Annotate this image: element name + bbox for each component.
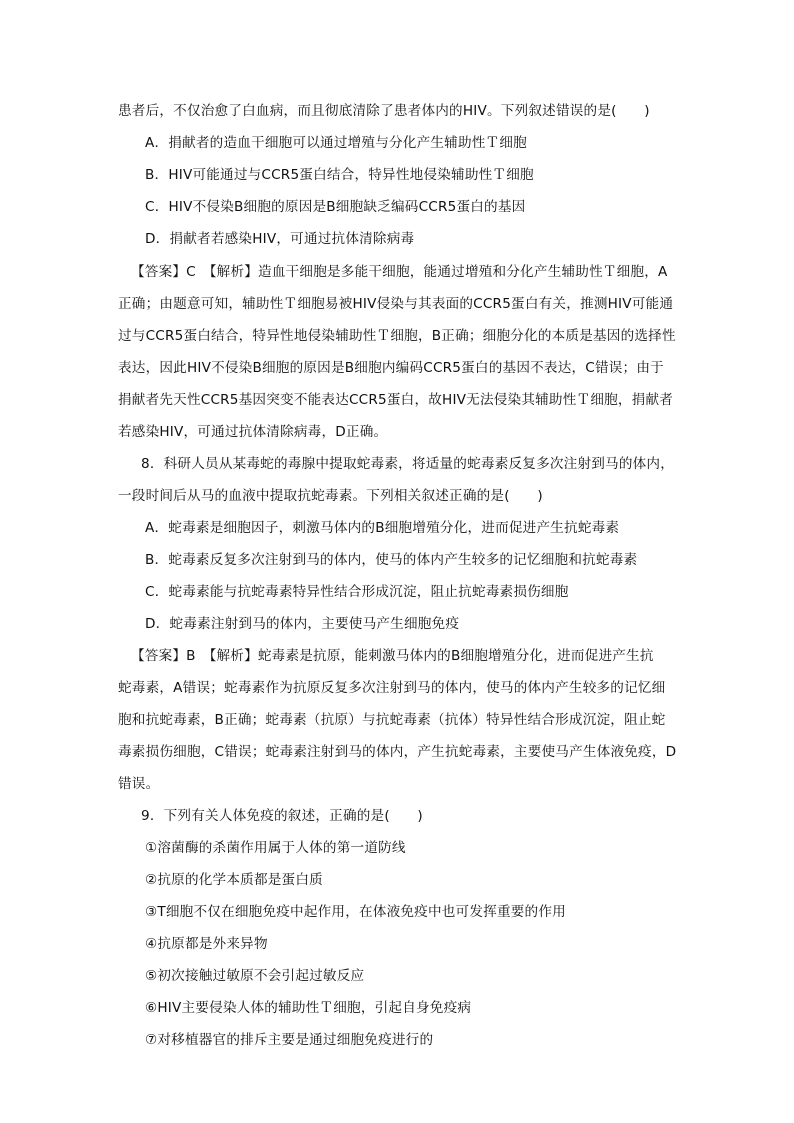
answer-7-line-2: 正确；由题意可知，辅助性Ｔ细胞易被HIV侵染与其表面的CCR5蛋白有关，推测HIV可能通	[118, 296, 674, 312]
option-8d: D．蛇毒素注射到马的体内，主要使马产生细胞免疫	[145, 616, 460, 632]
option-8b: B．蛇毒素反复多次注射到马的体内，使马的体内产生较多的记忆细胞和抗蛇毒素	[145, 552, 638, 568]
option-7a: A．捐献者的造血干细胞可以通过增殖与分化产生辅助性Ｔ细胞	[145, 135, 527, 151]
option-7d: D．捐献者若感染HIV，可通过抗体清除病毒	[145, 231, 415, 247]
statement-1: ①溶菌酶的杀菌作用属于人体的第一道防线	[145, 840, 406, 856]
answer-8-line-5: 错误。	[118, 776, 160, 792]
statement-2: ②抗原的化学本质都是蛋白质	[145, 872, 323, 888]
statement-3: ③T细胞不仅在细胞免疫中起作用，在体液免疫中也可发挥重要的作用	[145, 904, 566, 920]
statement-6: ⑥HIV主要侵染人体的辅助性Ｔ细胞，引起自身免疫病	[145, 1000, 472, 1016]
option-8a: A．蛇毒素是细胞因子，刺激马体内的B细胞增殖分化，进而促进产生抗蛇毒素	[145, 520, 620, 536]
answer-8-line-4: 毒素损伤细胞，C错误；蛇毒素注射到马的体内，产生抗蛇毒素，主要使马产生体液免疫，D	[118, 744, 677, 760]
answer-7-line-1: 【答案】C 【解析】造血干细胞是多能干细胞，能通过增殖和分化产生辅助性Ｔ细胞，A	[131, 264, 668, 280]
statement-5: ⑤初次接触过敏原不会引起过敏反应	[145, 968, 365, 984]
answer-8-line-3: 胞和抗蛇毒素，B正确；蛇毒素（抗原）与抗蛇毒素（抗体）特异性结合形成沉淀，阻止蛇	[118, 712, 666, 728]
answer-8-line-1: 【答案】B 【解析】蛇毒素是抗原，能刺激马体内的B细胞增殖分化，进而促进产生抗	[131, 648, 654, 664]
option-8c: C．蛇毒素能与抗蛇毒素特异性结合形成沉淀，阻止抗蛇毒素损伤细胞	[145, 584, 569, 600]
question-7-stem-tail: 患者后，不仅治愈了白血病，而且彻底清除了患者体内的HIV。下列叙述错误的是( )	[118, 103, 650, 119]
question-8-line-2: 一段时间后从马的血液中提取抗蛇毒素。下列相关叙述正确的是( )	[118, 488, 543, 504]
question-9-stem: 9．下列有关人体免疫的叙述，正确的是( )	[141, 808, 423, 824]
answer-7-line-4: 表达，因此HIV不侵染B细胞的原因是B细胞内编码CCR5蛋白的基因不表达，C错误；由于	[118, 360, 664, 376]
statement-7: ⑦对移植器官的排斥主要是通过细胞免疫进行的	[145, 1032, 434, 1048]
answer-8-line-2: 蛇毒素，A错误；蛇毒素作为抗原反复多次注射到马的体内，使马的体内产生较多的记忆细	[118, 680, 666, 696]
answer-7-line-5: 捐献者先天性CCR5基因突变不能表达CCR5蛋白，故HIV无法侵染其辅助性Ｔ细胞，捐献者	[118, 392, 674, 408]
question-8-line-1: 8．科研人员从某毒蛇的毒腺中提取蛇毒素，将适量的蛇毒素反复多次注射到马的体内，	[141, 456, 675, 472]
statement-4: ④抗原都是外来异物	[145, 936, 268, 952]
option-7c: C．HIV不侵染B细胞的原因是B细胞缺乏编码CCR5蛋白的基因	[145, 199, 526, 215]
answer-7-line-6: 若感染HIV，可通过抗体清除病毒，D正确。	[118, 424, 388, 440]
answer-7-line-3: 过与CCR5蛋白结合，特异性地侵染辅助性Ｔ细胞，B正确；细胞分化的本质是基因的选择性	[118, 328, 676, 344]
option-7b: B．HIV可能通过与CCR5蛋白结合，特异性地侵染辅助性Ｔ细胞	[145, 167, 534, 183]
